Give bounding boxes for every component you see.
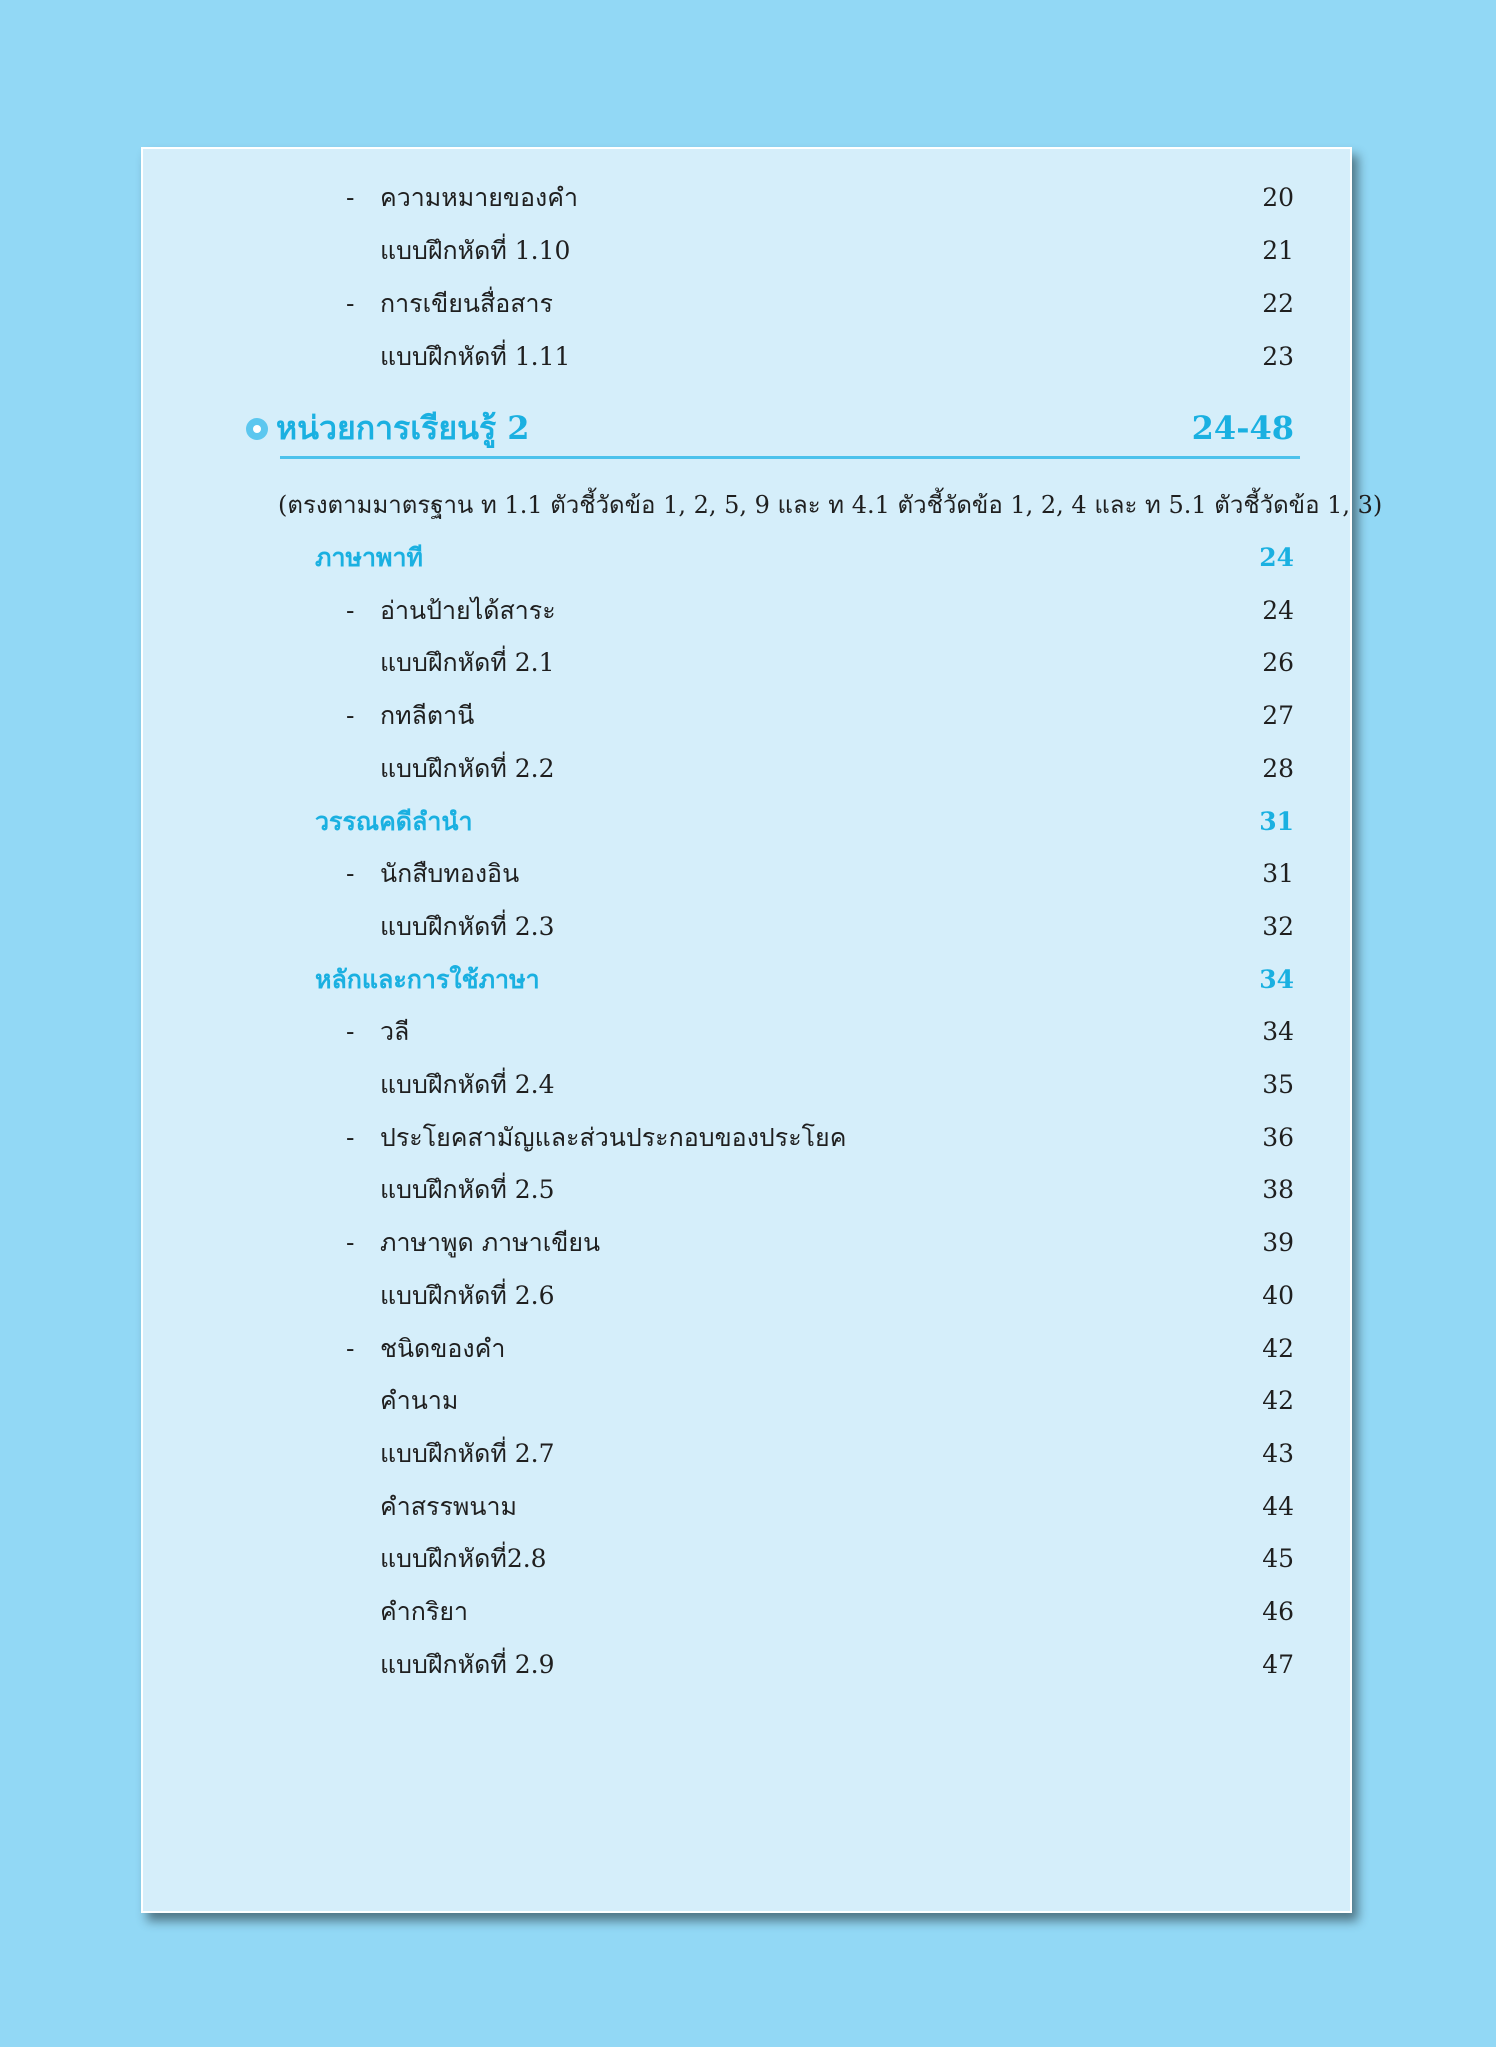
page-number: 24 bbox=[1262, 595, 1294, 625]
page-number: 31 bbox=[1262, 859, 1294, 889]
toc-entry-row bbox=[143, 224, 1350, 277]
toc-entry-row bbox=[143, 689, 1350, 742]
entry-label: แบบฝึกหัดที่ 1.11 bbox=[380, 342, 571, 371]
entry-dash: - bbox=[346, 701, 355, 731]
unit-page-range: 24-48 bbox=[1191, 409, 1294, 447]
toc-entry-row bbox=[143, 1585, 1350, 1638]
unit-heading bbox=[246, 397, 1300, 459]
toc-entry-row bbox=[143, 330, 1350, 383]
toc-entry-row bbox=[143, 1480, 1350, 1533]
entry-label: ความหมายของคำ bbox=[380, 183, 578, 212]
entry-label: คำสรรพนาม bbox=[380, 1491, 517, 1521]
entry-label: แบบฝึกหัดที่ 2.5 bbox=[380, 1175, 555, 1205]
toc-entry-row bbox=[143, 1427, 1350, 1480]
page-number: 21 bbox=[1262, 236, 1294, 265]
entry-dash: - bbox=[346, 859, 355, 889]
page-number: 22 bbox=[1262, 289, 1294, 318]
toc-entry-row bbox=[143, 636, 1350, 689]
toc-section-row bbox=[143, 531, 1350, 584]
unit-title: หน่วยการเรียนรู้ 2 bbox=[276, 409, 530, 447]
entry-label: ชนิดของคำ bbox=[380, 1333, 506, 1363]
entry-label: แบบฝึกหัดที่ 2.1 bbox=[380, 648, 555, 678]
entry-label: นักสืบทองอิน bbox=[380, 859, 520, 889]
toc-entry-row bbox=[143, 277, 1350, 330]
page-number: 38 bbox=[1262, 1175, 1294, 1205]
entry-dash: - bbox=[346, 1228, 355, 1258]
page-number: 45 bbox=[1262, 1544, 1294, 1574]
entry-label: แบบฝึกหัดที่ 2.2 bbox=[380, 753, 555, 783]
entry-label: แบบฝึกหัดที่ 2.9 bbox=[380, 1649, 555, 1679]
standards-note: (ตรงตามมาตรฐาน ท 1.1 ตัวชี้วัดข้อ 1, 2, 5, 9 และ ท 4.1 ตัวชี้วัดข้อ 1, 2, 4 และ ท 5.1 ตัวชี้วัดข้อ 1, 3) bbox=[278, 491, 1383, 519]
unit-divider bbox=[280, 456, 1300, 459]
entry-label: ภาษาพูด ภาษาเขียน bbox=[380, 1228, 601, 1258]
page-number: 40 bbox=[1262, 1280, 1294, 1310]
entry-dash: - bbox=[346, 1333, 355, 1363]
entry-label: กทลีตานี bbox=[380, 701, 475, 731]
entry-label: คำนาม bbox=[380, 1386, 459, 1416]
toc-entry-row bbox=[143, 1163, 1350, 1216]
page-number: 47 bbox=[1262, 1649, 1294, 1679]
toc-entry-row bbox=[143, 1269, 1350, 1322]
toc-entry-row bbox=[143, 1322, 1350, 1375]
entry-label: แบบฝึกหัดที่ 2.7 bbox=[380, 1438, 555, 1468]
toc-entry-row bbox=[143, 1111, 1350, 1164]
page-number: 23 bbox=[1262, 342, 1294, 371]
page-number: 31 bbox=[1259, 806, 1294, 836]
toc-entry-row bbox=[143, 1058, 1350, 1111]
page-number: 34 bbox=[1262, 1017, 1294, 1047]
toc-entry-row bbox=[143, 1005, 1350, 1058]
entry-dash: - bbox=[346, 1122, 355, 1152]
entry-dash: - bbox=[346, 1017, 355, 1047]
page-number: 39 bbox=[1262, 1228, 1294, 1258]
entry-label: ประโยคสามัญและส่วนประกอบของประโยค bbox=[380, 1122, 847, 1152]
page-number: 24 bbox=[1259, 543, 1294, 572]
page-number: 20 bbox=[1262, 183, 1294, 212]
entry-label: การเขียนสื่อสาร bbox=[380, 289, 553, 318]
entry-dash: - bbox=[346, 595, 355, 625]
entry-label: แบบฝึกหัดที่2.8 bbox=[380, 1544, 547, 1574]
toc-entry-row bbox=[143, 742, 1350, 795]
entry-label: แบบฝึกหัดที่ 2.6 bbox=[380, 1280, 555, 1310]
toc-entry-row bbox=[143, 1532, 1350, 1585]
bullet-icon bbox=[246, 418, 268, 440]
page-number: 42 bbox=[1262, 1386, 1294, 1416]
entry-label: คำกริยา bbox=[380, 1597, 469, 1626]
entry-dash: - bbox=[346, 289, 355, 318]
page-number: 27 bbox=[1262, 701, 1294, 731]
section-title: วรรณคดีลำนำ bbox=[315, 806, 473, 836]
toc-entry-row bbox=[143, 900, 1350, 953]
page-number: 28 bbox=[1262, 753, 1294, 783]
entry-label: แบบฝึกหัดที่ 1.10 bbox=[380, 236, 571, 265]
page-number: 42 bbox=[1262, 1333, 1294, 1363]
toc-entry-row bbox=[143, 1374, 1350, 1427]
toc-entry-row bbox=[143, 1216, 1350, 1269]
entry-dash: - bbox=[346, 183, 355, 212]
page-number: 36 bbox=[1262, 1122, 1294, 1152]
entry-label: วลี bbox=[380, 1017, 410, 1047]
page-number: 44 bbox=[1262, 1491, 1294, 1521]
entry-label: แบบฝึกหัดที่ 2.4 bbox=[380, 1070, 555, 1099]
section-title: หลักและการใช้ภาษา bbox=[315, 964, 540, 994]
page-number: 34 bbox=[1259, 964, 1294, 994]
page-number: 35 bbox=[1262, 1070, 1294, 1099]
page-number: 46 bbox=[1262, 1597, 1294, 1626]
section-title: ภาษาพาที bbox=[315, 543, 424, 572]
toc-section-row bbox=[143, 795, 1350, 848]
toc-section-row bbox=[143, 953, 1350, 1006]
page-number: 43 bbox=[1262, 1438, 1294, 1468]
toc-entry-row bbox=[143, 1638, 1350, 1691]
toc-entry-row bbox=[143, 584, 1350, 637]
toc-entry-row bbox=[143, 847, 1350, 900]
entry-label: อ่านป้ายได้สาระ bbox=[380, 595, 556, 625]
toc-page bbox=[141, 147, 1383, 1913]
page-number: 26 bbox=[1262, 648, 1294, 678]
toc-entry-row bbox=[143, 171, 1350, 224]
entry-label: แบบฝึกหัดที่ 2.3 bbox=[380, 911, 555, 941]
page-number: 32 bbox=[1262, 911, 1294, 941]
